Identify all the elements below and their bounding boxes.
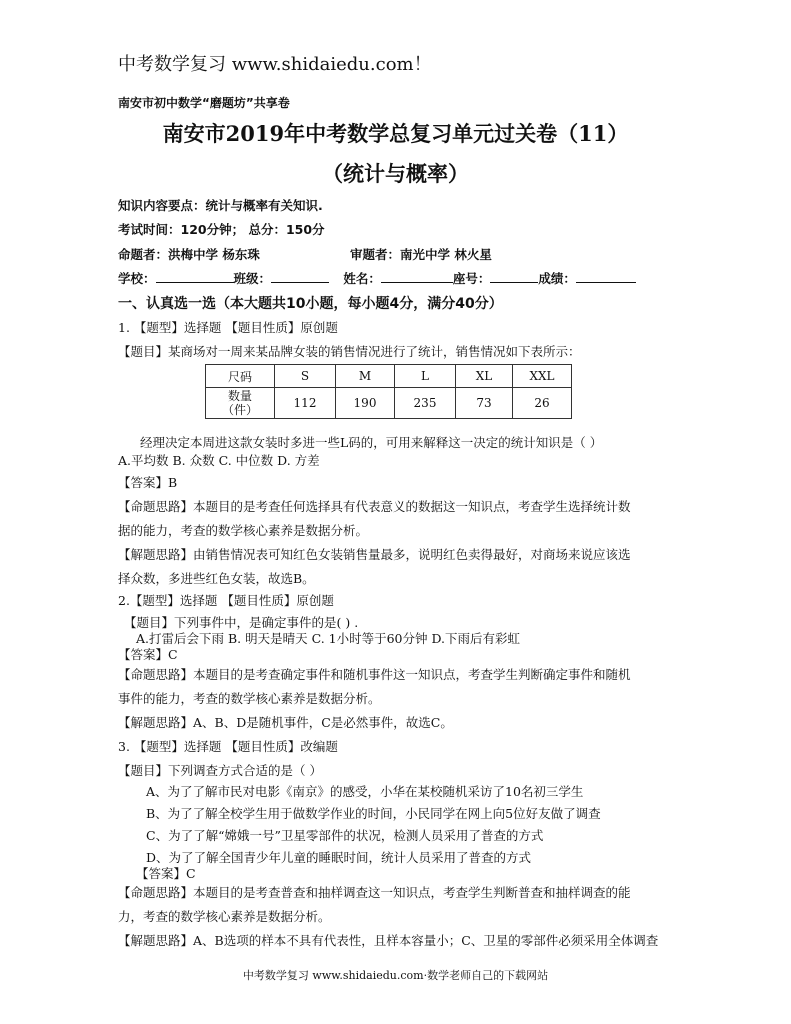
q3-option-a: A、为了了解市民对电影《南京》的感受，小华在某校随机采访了10名初三学生: [146, 784, 584, 799]
shared-label: 南安市初中数学“磨题坊”共享卷: [118, 96, 290, 110]
table-cell: 尺码: [206, 365, 275, 388]
table-cell: L: [395, 365, 456, 388]
q3-answer: 【答案】C: [136, 866, 196, 881]
table-cell: XXL: [513, 365, 572, 388]
exam-time: 考试时间：120分钟； 总分：150分: [118, 222, 325, 237]
q1-thinking-2: 据的能力，考查的数学核心素养是数据分析。: [118, 523, 369, 538]
student-info-row: [118, 269, 636, 287]
name-label: 姓名：: [343, 271, 381, 286]
q3-solution-1: 【解题思路】A、B选项的样本不具有代表性，且样本容量小；C、卫星的零部件必须采用全体调查: [118, 933, 659, 948]
seat-blank[interactable]: [490, 270, 538, 283]
page-subtitle: （统计与概率）: [322, 161, 469, 186]
knowledge-points: 知识内容要点：统计与概率有关知识.: [118, 198, 323, 213]
q2-thinking-1: 【命题思路】本题目的是考查确定事件和随机事件这一知识点，考查学生判断确定事件和随机: [118, 667, 631, 682]
page-footer: 中考数学复习 www.shidaiedu.com·数学老师自己的下载网站: [242, 969, 549, 982]
q1-solution-1: 【解题思路】由销售情况表可知红色女装销售量最多，说明红色卖得最好，对商场来说应该选: [118, 547, 631, 562]
table-cell-line: （件）: [221, 403, 258, 417]
class-blank[interactable]: [271, 270, 329, 283]
q3-option-b: B、为了了解全校学生用于做数学作业的时间，小民同学在网上向5位好友做了调查: [146, 806, 601, 821]
table-cell: M: [336, 365, 395, 388]
table-row: [206, 365, 572, 388]
q2-options: A.打雷后会下雨 B. 明天是晴天 C. 1小时等于60分钟 D.下雨后有彩虹: [136, 631, 521, 646]
q3-thinking-1: 【命题思路】本题目的是考查普查和抽样调查这一知识点，考查学生判断普查和抽样调查的能: [118, 885, 631, 900]
q2-thinking-2: 事件的能力，考查的数学核心素养是数据分析。: [118, 691, 381, 706]
q2-header: 2.【题型】选择题 【题目性质】原创题: [118, 593, 334, 608]
q3-thinking-2: 力，考查的数学核心素养是数据分析。: [118, 909, 331, 924]
seat-label: 座号：: [452, 271, 491, 286]
q1-question: 经理决定本周进这款女装时多进一些L码的，可用来解释这一决定的统计知识是（ ）: [140, 435, 603, 450]
q1-solution-2: 择众数，多进些红色女装，故选B。: [118, 571, 315, 586]
table-cell: 190: [336, 388, 395, 419]
q1-thinking-1: 【命题思路】本题目的是考查任何选择具有代表意义的数据这一知识点，考查学生选择统计数: [118, 499, 631, 514]
school-label: 学校：: [118, 271, 156, 286]
school-blank[interactable]: [156, 270, 234, 283]
score-label: 成绩：: [538, 271, 576, 286]
q3-header: 3. 【题型】选择题 【题目性质】改编题: [118, 739, 338, 754]
class-label: 班级：: [233, 271, 272, 286]
q2-solution: 【解题思路】A、B、D是随机事件，C是必然事件，故选C。: [118, 715, 453, 730]
q1-stem: 【题目】某商场对一周来某品牌女装的销售情况进行了统计，销售情况如下表所示：: [118, 344, 581, 359]
q1-answer: 【答案】B: [118, 475, 178, 490]
section-1-title: 一、认真选一选（本大题共10小题，每小题4分，满分40分）: [118, 296, 503, 312]
size-sales-table: [205, 364, 572, 419]
table-cell-line: 数量: [227, 389, 252, 403]
setter: 命题者：洪梅中学 杨东珠: [118, 247, 260, 262]
table-cell: XL: [456, 365, 513, 388]
table-cell: 26: [513, 388, 572, 419]
reviewer: 审题者：南光中学 林火星: [350, 247, 492, 262]
score-blank[interactable]: [576, 270, 636, 283]
table-cell: 235: [395, 388, 456, 419]
page-header: 中考数学复习 www.shidaiedu.com！: [118, 54, 432, 75]
q1-header: 1. 【题型】选择题 【题目性质】原创题: [118, 320, 338, 335]
name-blank[interactable]: [381, 270, 453, 283]
table-row: [206, 388, 572, 419]
table-cell: S: [275, 365, 336, 388]
q3-option-c: C、为了了解“嫦娥一号”卫星零部件的状况，检测人员采用了普查的方式: [146, 828, 544, 843]
page-title: 南安市2019年中考数学总复习单元过关卷（11）: [162, 121, 629, 146]
q3-stem: 【题目】下列调查方式合适的是（ ）: [118, 763, 322, 778]
q2-stem: 【题目】下列事件中，是确定事件的是( ) .: [124, 615, 359, 630]
q1-options: A.平均数 B. 众数 C. 中位数 D. 方差: [118, 453, 320, 468]
table-cell: [206, 388, 275, 419]
q2-answer: 【答案】C: [118, 647, 178, 662]
q3-option-d: D、为了了解全国青少年儿童的睡眠时间，统计人员采用了普查的方式: [146, 850, 532, 865]
table-cell: 112: [275, 388, 336, 419]
table-cell: 73: [456, 388, 513, 419]
